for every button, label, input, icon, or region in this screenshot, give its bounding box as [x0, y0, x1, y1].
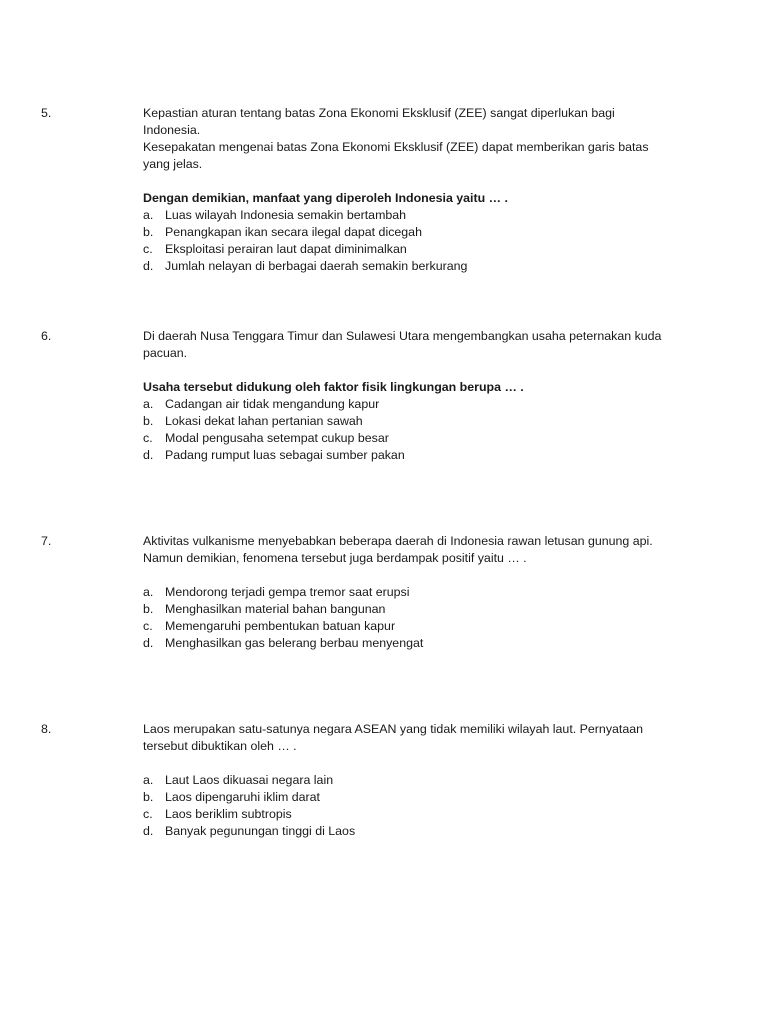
- stem-paragraph: Di daerah Nusa Tenggara Timur dan Sulawesi Utara mengembangkan usaha peternakan kuda pacuan.: [143, 329, 662, 360]
- option-letter: d.: [143, 448, 154, 462]
- option-d[interactable]: [143, 258, 673, 275]
- question-number: 7.: [41, 534, 52, 548]
- stem-paragraph: Laos merupakan satu-satunya negara ASEAN yang tidak memiliki wilayah laut. Pernyataan tersebut dibuktikan oleh … .: [143, 722, 644, 753]
- option-text: Modal pengusaha setempat cukup besar: [165, 431, 389, 445]
- stem-paragraph: Kepastian aturan tentang batas Zona Ekonomi Eksklusif (ZEE) sangat diperlukan bagi Indonesia.: [143, 106, 615, 137]
- option-text: Luas wilayah Indonesia semakin bertambah: [165, 208, 407, 222]
- option-a[interactable]: [143, 584, 673, 601]
- option-text: Padang rumput luas sebagai sumber pakan: [165, 448, 405, 462]
- option-a[interactable]: [143, 396, 673, 413]
- question-body: [143, 533, 673, 652]
- answer-options: [143, 772, 673, 840]
- option-a[interactable]: [143, 207, 673, 224]
- question-stem: [143, 105, 673, 173]
- question-body: [143, 721, 673, 840]
- option-letter: c.: [143, 431, 153, 445]
- option-c[interactable]: [143, 806, 673, 823]
- option-letter: b.: [143, 790, 154, 804]
- option-letter: d.: [143, 636, 154, 650]
- option-b[interactable]: [143, 789, 673, 806]
- question-body: [143, 328, 673, 464]
- option-letter: a.: [143, 773, 154, 787]
- option-text: Menghasilkan gas belerang berbau menyengat: [165, 636, 424, 650]
- option-d[interactable]: [143, 447, 673, 464]
- option-letter: a.: [143, 585, 154, 599]
- stem-paragraph: Aktivitas vulkanisme menyebabkan beberapa daerah di Indonesia rawan letusan gunung api. Namun demikian, fenomena tersebut juga berdampak positif yaitu … .: [143, 534, 653, 565]
- question-stem: [143, 721, 673, 755]
- option-text: Penangkapan ikan secara ilegal dapat dicegah: [165, 225, 422, 239]
- option-d[interactable]: [143, 635, 673, 652]
- option-b[interactable]: [143, 413, 673, 430]
- option-letter: b.: [143, 602, 154, 616]
- option-d[interactable]: [143, 823, 673, 840]
- question-focus: Usaha tersebut didukung oleh faktor fisik lingkungan berupa … .: [143, 380, 524, 394]
- option-text: Jumlah nelayan di berbagai daerah semakin berkurang: [165, 259, 468, 273]
- option-text: Banyak pegunungan tinggi di Laos: [165, 824, 356, 838]
- option-letter: d.: [143, 259, 154, 273]
- option-letter: c.: [143, 242, 153, 256]
- option-letter: c.: [143, 619, 153, 633]
- option-letter: a.: [143, 208, 154, 222]
- option-letter: d.: [143, 824, 154, 838]
- answer-options: [143, 396, 673, 464]
- answer-options: [143, 584, 673, 652]
- option-c[interactable]: [143, 241, 673, 258]
- option-text: Menghasilkan material bahan bangunan: [165, 602, 386, 616]
- option-letter: b.: [143, 225, 154, 239]
- option-text: Mendorong terjadi gempa tremor saat erupsi: [165, 585, 410, 599]
- question-stem: [143, 328, 673, 362]
- question-stem: [143, 533, 673, 567]
- option-letter: b.: [143, 414, 154, 428]
- option-letter: a.: [143, 397, 154, 411]
- question-body: [143, 105, 673, 275]
- option-c[interactable]: [143, 430, 673, 447]
- option-text: Lokasi dekat lahan pertanian sawah: [165, 414, 363, 428]
- question-number: 5.: [41, 106, 52, 120]
- answer-options: [143, 207, 673, 275]
- option-text: Eksploitasi perairan laut dapat diminimalkan: [165, 242, 407, 256]
- question-number: 8.: [41, 722, 52, 736]
- option-c[interactable]: [143, 618, 673, 635]
- option-a[interactable]: [143, 772, 673, 789]
- option-text: Laos beriklim subtropis: [165, 807, 292, 821]
- option-text: Cadangan air tidak mengandung kapur: [165, 397, 380, 411]
- option-text: Memengaruhi pembentukan batuan kapur: [165, 619, 396, 633]
- stem-paragraph: Kesepakatan mengenai batas Zona Ekonomi Eksklusif (ZEE) dapat memberikan garis batas yang jelas.: [143, 140, 649, 171]
- option-b[interactable]: [143, 601, 673, 618]
- option-letter: c.: [143, 807, 153, 821]
- question-number: 6.: [41, 329, 52, 343]
- question-focus: Dengan demikian, manfaat yang diperoleh Indonesia yaitu … .: [143, 191, 508, 205]
- option-b[interactable]: [143, 224, 673, 241]
- option-text: Laut Laos dikuasai negara lain: [165, 773, 334, 787]
- option-text: Laos dipengaruhi iklim darat: [165, 790, 320, 804]
